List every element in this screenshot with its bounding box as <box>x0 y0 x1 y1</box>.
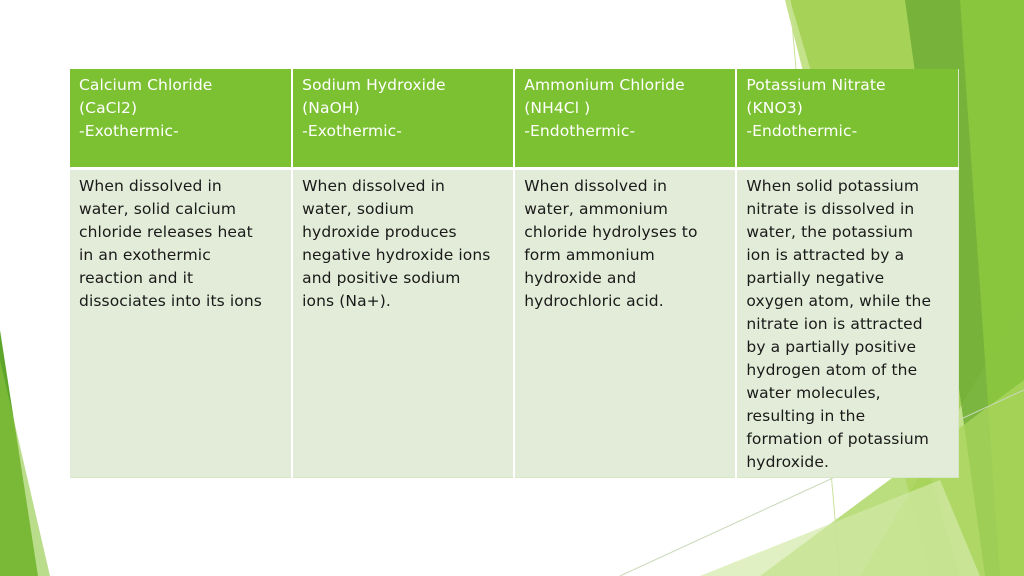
description-line: water, solid calcium <box>79 199 237 218</box>
description-line: oxygen atom, while the <box>746 291 932 310</box>
description-line: hydrogen atom of the <box>746 360 918 379</box>
description-line: hydrochloric acid. <box>524 291 664 310</box>
description-cell <box>70 168 292 477</box>
description-cell <box>514 168 736 477</box>
description-line: partially negative <box>746 268 885 287</box>
description-line: by a partially positive <box>746 337 917 356</box>
description-cell <box>292 168 514 477</box>
compound-formula: (NH4Cl ) <box>524 99 591 117</box>
reaction-type: -Exothermic- <box>302 122 402 140</box>
description-line: formation of potassium <box>746 429 929 448</box>
description-line: negative hydroxide ions <box>302 245 491 264</box>
description-line: form ammonium <box>524 245 655 264</box>
description-line: water molecules, <box>746 383 881 402</box>
table-body-row <box>70 168 959 477</box>
compound-name: Ammonium Chloride <box>524 76 685 94</box>
description-line: water, the potassium <box>746 222 914 241</box>
description-line: When dissolved in <box>302 176 445 195</box>
compound-formula: (CaCl2) <box>79 99 138 117</box>
description-line: hydroxide. <box>746 452 830 471</box>
description-line: chloride releases heat <box>79 222 253 241</box>
description-cell <box>736 168 958 477</box>
description-line: chloride hydrolyses to <box>524 222 698 241</box>
description-line: resulting in the <box>746 406 866 425</box>
description-line: water, ammonium <box>524 199 668 218</box>
description-line: hydroxide and <box>524 268 637 287</box>
description-line: and positive sodium <box>302 268 461 287</box>
description-line: hydroxide produces <box>302 222 457 241</box>
compound-formula: (KNO3) <box>746 99 803 117</box>
table-header-row <box>70 69 959 168</box>
description-line: water, sodium <box>302 199 415 218</box>
compound-formula: (NaOH) <box>302 99 360 117</box>
description-line: nitrate ion is attracted <box>746 314 923 333</box>
deco-facet-pale <box>700 480 980 576</box>
description-line: dissociates into its ions <box>79 291 262 310</box>
description-line: When dissolved in <box>79 176 222 195</box>
reactions-table <box>70 69 959 478</box>
compound-name: Calcium Chloride <box>79 76 213 94</box>
header-cell-ammonium-chloride <box>514 69 736 168</box>
description-line: in an exothermic <box>79 245 211 264</box>
description-line: When dissolved in <box>524 176 668 195</box>
description-line: reaction and it <box>79 268 194 287</box>
reaction-type: -Exothermic- <box>79 122 179 140</box>
reaction-type: -Endothermic- <box>746 122 858 140</box>
description-line: ions (Na+). <box>302 291 391 310</box>
header-cell-potassium-nitrate <box>736 69 958 168</box>
description-line: nitrate is dissolved in <box>746 199 915 218</box>
compound-name: Sodium Hydroxide <box>302 76 446 94</box>
reaction-type: -Endothermic- <box>524 122 636 140</box>
description-line: When solid potassium <box>746 176 920 195</box>
header-cell-calcium-chloride <box>70 69 292 168</box>
compound-name: Potassium Nitrate <box>746 76 886 94</box>
description-line: ion is attracted by a <box>746 245 905 264</box>
header-cell-sodium-hydroxide <box>292 69 514 168</box>
